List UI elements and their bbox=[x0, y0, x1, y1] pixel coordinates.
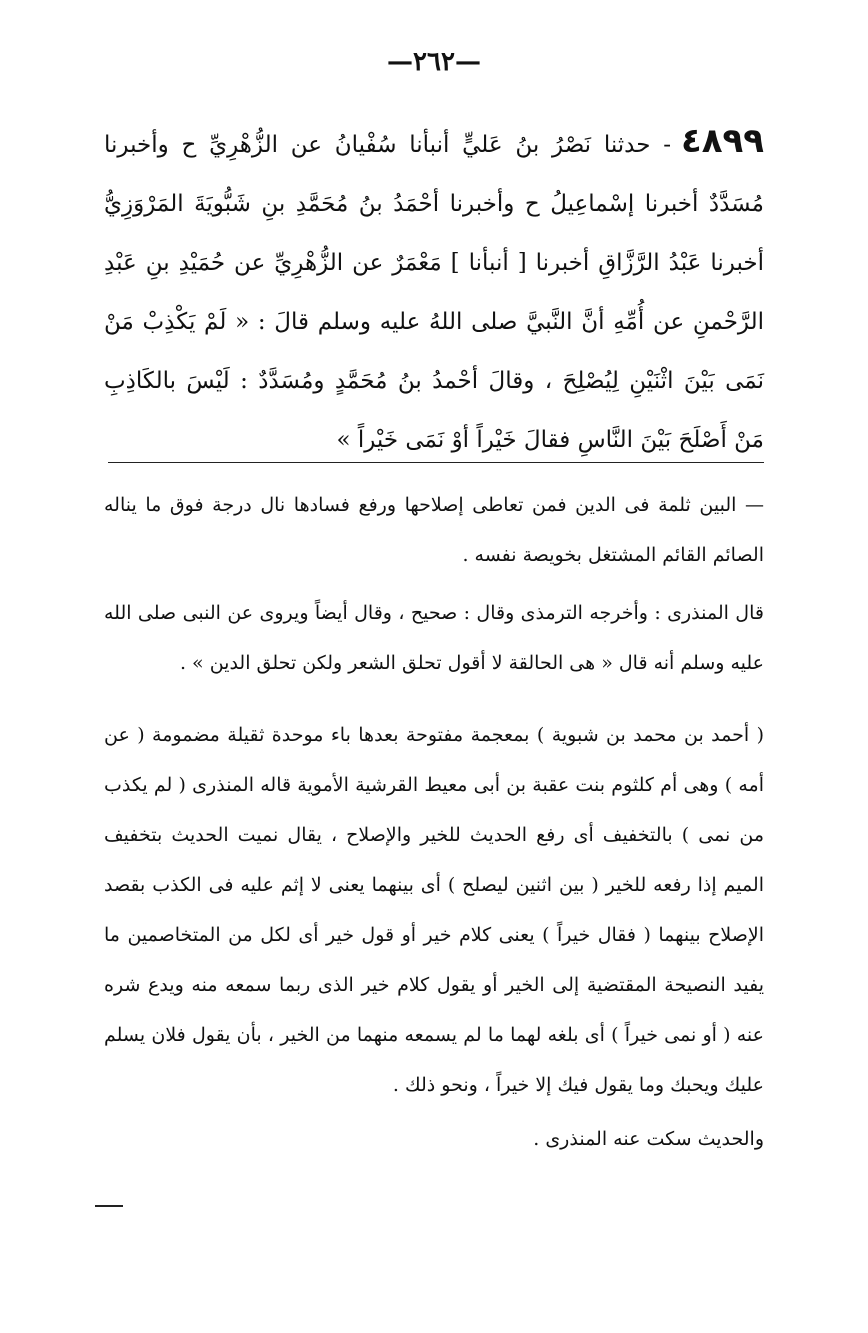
hadith-text: - حدثنا نَصْرُ بنُ عَليٍّ أنبأنا سُفْيانُ عن الزُّهْرِيِّ ح وأخبرنا مُسَدَّدٌ أخبرنا إسْماعِيلُ ح وأخبرنا أحْمَدُ بنُ مُحَمَّدِ بنِ شَبُّويَةَ المَرْوَزِيُّ أخبرنا عَبْدُ الرَّزَّاقِ أخبرنا [ أنبأنا ] مَعْمَرٌ عن الزُّهْرِيِّ عن حُمَيْدِ بنِ عَبْدِ الرَّحْمنِ عن أُمِّهِ أنَّ النَّبيَّ صلى اللهُ عليه وسلم قالَ : « لَمْ يَكْذِبْ مَنْ نَمَى بَيْنَ اثْنَيْنِ لِيُصْلِحَ ، وقالَ أحْمدُ بنُ مُحَمَّدٍ ومُسَدَّدٌ : لَيْسَ بالكَاذِبِ مَنْ أَصْلَحَ بَيْنَ النَّاسِ فقالَ خَيْراً أوْ نَمَى خَيْراً » bbox=[104, 132, 764, 453]
commentary-paragraph-3: ( أحمد بن محمد بن شبوية ) بمعجمة مفتوحة بعدها باء موحدة ثقيلة مضمومة ( عن أمه ) وهى أم كلثوم بنت عقبة بن أبى معيط القرشية الأموية قاله المنذرى ( لم يكذب من نمى ) بالتخفيف أى رفع الحديث للخير والإصلاح ، يقال نميت الحديث بتخفيف الميم إذا رفعه للخير ( بين اثنين ليصلح ) أى بينهما يعنى لا إثم عليه فى الكذب بقصد الإصلاح بينهما ( فقال خيراً ) يعنى كلام خير أو قول خير أى لكل من المتخاصمين ما يفيد النصيحة المقتضية إلى الخير أو يقول كلام خير الذى ربما سمعه منه ويدع شره عنه ( أو نمى خيراً ) أى بلغه لهما ما لم يسمعه منهما من الخير ، بأن يقول فلان يسلم عليك ويحبك وما يقول فيك إلا خيراً ، ونحو ذلك . bbox=[104, 724, 764, 1096]
page-number: —٢٦٢— bbox=[387, 47, 481, 77]
commentary-block bbox=[104, 480, 764, 1164]
hadith-number: ٤٨٩٩ bbox=[680, 121, 764, 161]
commentary-paragraph-4: والحديث سكت عنه المنذرى . bbox=[533, 1128, 764, 1150]
end-dash bbox=[95, 1205, 123, 1207]
footnote-divider bbox=[108, 462, 764, 463]
commentary-paragraph-1: — البين ثلمة فى الدين فمن تعاطى إصلاحها ورفع فسادها نال درجة فوق ما يناله الصائم القائم المشتغل بخويصة نفسه . bbox=[104, 494, 764, 566]
commentary-paragraph-2: قال المنذرى : وأخرجه الترمذى وقال : صحيح ، وقال أيضاً ويروى عن النبى صلى الله عليه وسلم أنه قال « هى الحالقة لا أقول تحلق الشعر ولكن تحلق الدين » . bbox=[104, 602, 764, 674]
hadith-text-block bbox=[104, 112, 764, 470]
